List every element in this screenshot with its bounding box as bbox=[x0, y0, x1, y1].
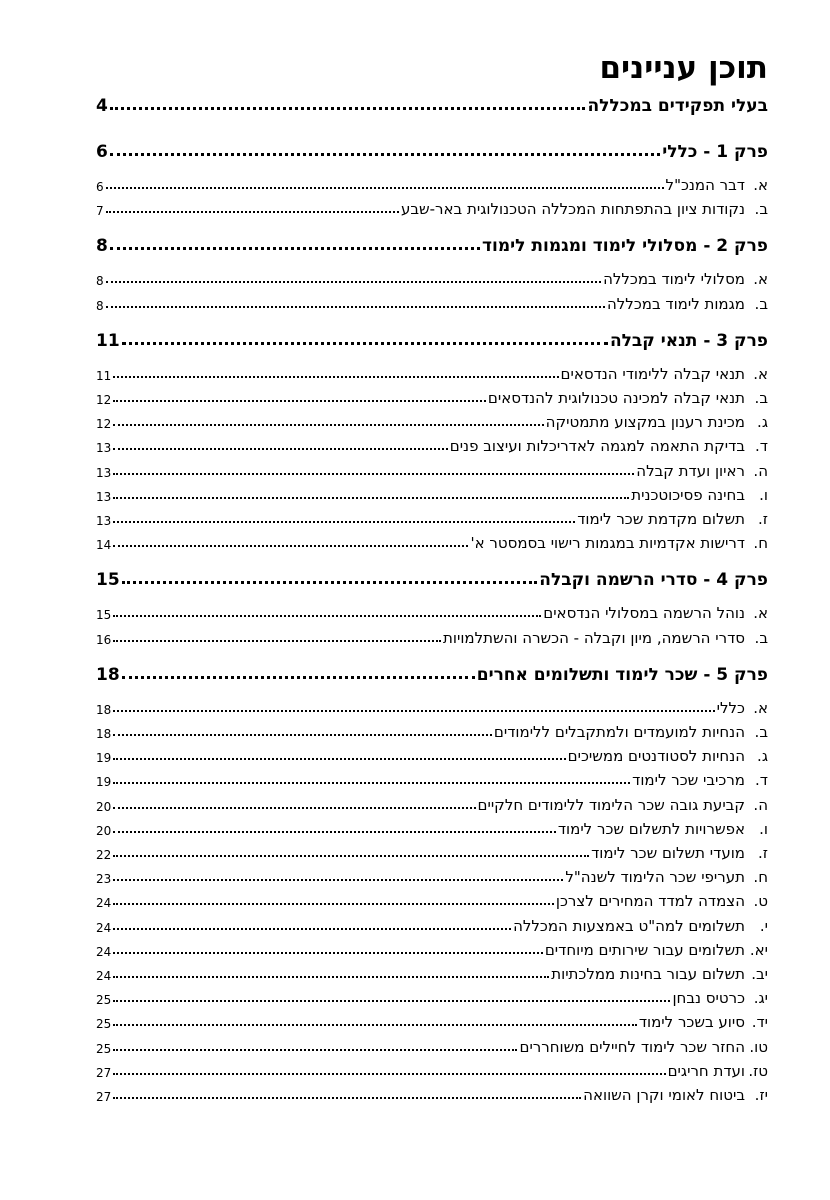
toc-entry-number: ד. bbox=[755, 437, 768, 456]
toc-page-number: 14 bbox=[96, 538, 112, 553]
toc-entry-number: יב. bbox=[751, 965, 768, 983]
toc-section-entry[interactable] bbox=[96, 482, 768, 504]
dot-leader bbox=[113, 1048, 517, 1051]
toc-entry-title: מסלולי לימוד במכללה bbox=[603, 270, 745, 289]
toc-entry-number: ב. bbox=[754, 628, 768, 647]
toc-entry-number: א. bbox=[753, 364, 768, 383]
toc-entry-title: תשלום עבור בחינות ממלכתיות bbox=[551, 965, 745, 983]
dot-leader bbox=[113, 902, 554, 905]
toc-section-entry[interactable] bbox=[96, 506, 768, 528]
toc-entry-title: כרטיס נבחן bbox=[672, 989, 745, 1008]
page-title: תוכן עניינים bbox=[599, 50, 768, 86]
toc-section-entry[interactable] bbox=[96, 1058, 768, 1080]
toc-section-entry[interactable] bbox=[96, 864, 768, 886]
toc-entry-number: טז. bbox=[748, 1061, 768, 1080]
dot-leader bbox=[122, 341, 608, 345]
toc-section-entry[interactable] bbox=[96, 888, 768, 910]
toc-page-number: 7 bbox=[96, 204, 104, 219]
toc-entry-number: ו. bbox=[759, 819, 768, 838]
toc-entry-title: פרק 4 - סדרי הרשמה וקבלה bbox=[539, 570, 768, 591]
toc-section-entry[interactable] bbox=[96, 530, 768, 552]
toc-entry-title: בעלי תפקידים במכללה bbox=[587, 96, 768, 116]
toc-entry-number: טו. bbox=[749, 1037, 768, 1056]
toc-entry-title: ועדת חריגים bbox=[667, 1061, 745, 1080]
toc-entry-number: ב. bbox=[754, 389, 768, 407]
toc-section-entry[interactable] bbox=[96, 719, 768, 741]
toc-page-number: 13 bbox=[96, 465, 112, 480]
toc-entry-number: ז. bbox=[758, 510, 768, 528]
toc-entry-number: א. bbox=[753, 604, 768, 623]
toc-page-number: 18 bbox=[96, 664, 120, 685]
toc-entry-title: נוהל הרשמה במסלולי הנדסאים bbox=[543, 604, 745, 623]
toc-entry-title: הצמדה למדד המחירים לצרכן bbox=[555, 892, 745, 911]
toc-page-number: 8 bbox=[96, 236, 108, 257]
toc-section-entry[interactable] bbox=[96, 1009, 768, 1031]
dot-leader bbox=[113, 975, 549, 978]
toc-entry-number: ט. bbox=[753, 892, 768, 911]
toc-entry-number: י. bbox=[759, 916, 768, 935]
toc-entry-title: מגמות לימוד במכללה bbox=[606, 294, 745, 313]
toc-page-number: 24 bbox=[96, 896, 112, 911]
dot-leader bbox=[113, 447, 447, 450]
toc-section-entry[interactable] bbox=[96, 1034, 768, 1056]
toc-section-entry[interactable] bbox=[96, 937, 768, 959]
toc-section-entry[interactable] bbox=[96, 840, 768, 862]
toc-entry-title: תנאי קבלה ללימודי הנדסאים bbox=[560, 364, 745, 383]
toc-page-number: 19 bbox=[96, 775, 112, 790]
dot-leader bbox=[113, 496, 629, 499]
toc-section-entry[interactable] bbox=[96, 385, 768, 407]
toc-entry-number: ב. bbox=[754, 294, 768, 313]
toc-entry-number: א. bbox=[753, 176, 768, 194]
toc-entry-number: ב. bbox=[754, 200, 768, 219]
dot-leader bbox=[106, 280, 601, 283]
toc-page-number: 22 bbox=[96, 848, 112, 862]
dot-leader bbox=[113, 639, 441, 642]
dot-leader bbox=[113, 733, 492, 736]
toc-entry-title: פרק 1 - כללי bbox=[662, 142, 768, 162]
toc-page-number: 25 bbox=[96, 1041, 112, 1056]
toc-page-number: 12 bbox=[96, 417, 112, 432]
toc-entry-number: ז. bbox=[758, 844, 768, 862]
toc-section-entry[interactable] bbox=[96, 767, 768, 789]
dot-leader bbox=[113, 806, 475, 809]
toc-entry-number: יא. bbox=[749, 940, 768, 959]
toc-entry-title: פרק 2 - מסלולי לימוד ומגמות לימוד bbox=[482, 236, 768, 257]
toc-chapter-entry[interactable] bbox=[96, 566, 768, 590]
toc-page-number: 13 bbox=[96, 489, 112, 504]
toc-entry-title: מועדי תשלום שכר לימוד bbox=[591, 844, 745, 862]
toc-entry-title: בדיקת התאמה למגמה לאדריכלות ועיצוב פנים bbox=[449, 437, 745, 456]
dot-leader bbox=[113, 472, 634, 475]
toc-chapter-entry[interactable] bbox=[96, 138, 768, 162]
toc-section-entry[interactable] bbox=[96, 1082, 768, 1104]
toc-entry-number: ב. bbox=[754, 723, 768, 741]
dot-leader bbox=[113, 854, 589, 857]
toc-page-number: 6 bbox=[96, 180, 104, 194]
dot-leader bbox=[113, 709, 714, 712]
toc-page-number: 27 bbox=[96, 1090, 112, 1104]
toc-entry-number: ג. bbox=[757, 413, 768, 432]
dot-leader bbox=[113, 927, 511, 930]
toc-entry-title: נקודות ציון בהתפתחות המכללה הטכנולוגית באר-שבע bbox=[400, 200, 745, 219]
toc-page-number: 18 bbox=[96, 702, 112, 717]
toc-entry-number: יז. bbox=[754, 1086, 768, 1104]
toc-entry-number: ח. bbox=[753, 534, 768, 553]
dot-leader bbox=[113, 1096, 581, 1099]
toc-page-number: 8 bbox=[96, 274, 104, 289]
toc-page-number: 13 bbox=[96, 441, 112, 456]
toc-section-entry[interactable] bbox=[96, 600, 768, 622]
toc-entry-title: אפשרויות לתשלום שכר לימוד bbox=[557, 819, 745, 838]
toc-entry-title: בחינה פסיכוטכנית bbox=[631, 485, 745, 504]
toc-section-entry[interactable] bbox=[96, 913, 768, 935]
toc-section-entry[interactable] bbox=[96, 792, 768, 814]
toc-page-number: 16 bbox=[96, 632, 112, 647]
toc-entry-title: תנאי קבלה למכינה טכנולוגית להנדסאים bbox=[487, 389, 745, 407]
toc-section-entry[interactable] bbox=[96, 743, 768, 765]
dot-leader bbox=[110, 246, 480, 250]
dot-leader bbox=[106, 186, 664, 189]
toc-entry-number: ד. bbox=[755, 771, 768, 790]
dot-leader bbox=[113, 544, 468, 547]
dot-leader bbox=[113, 520, 575, 523]
dot-leader bbox=[113, 830, 556, 833]
dot-leader bbox=[122, 580, 538, 584]
toc-page-number: 6 bbox=[96, 142, 108, 162]
toc-entry-number: ו. bbox=[759, 485, 768, 504]
toc-entry-title: תשלום מקדמת שכר לימוד bbox=[577, 510, 745, 528]
toc-entry-number: יד. bbox=[751, 1013, 768, 1032]
toc-entry-title: הנחיות למועמדים ולמתקבלים ללימודים bbox=[493, 723, 745, 741]
toc-entry-number: ה. bbox=[753, 461, 768, 480]
toc-entry-title: ביטוח לאומי וקרן השוואה bbox=[583, 1086, 745, 1104]
toc-entry-title: מכינת רענון במקצוע מתמטיקה bbox=[545, 413, 745, 432]
dot-leader bbox=[110, 106, 586, 110]
toc-page-number: 11 bbox=[96, 330, 120, 351]
toc-entry-number: א. bbox=[753, 270, 768, 289]
toc-chapter-entry[interactable] bbox=[96, 661, 768, 685]
toc-page-number: 15 bbox=[96, 570, 120, 591]
dot-leader bbox=[113, 1072, 665, 1075]
toc-section-entry[interactable] bbox=[96, 433, 768, 455]
toc-entry-number: ה. bbox=[753, 795, 768, 814]
dot-leader bbox=[113, 999, 670, 1002]
dot-leader bbox=[113, 614, 541, 617]
toc-section-entry[interactable] bbox=[96, 291, 768, 313]
toc-section-entry[interactable] bbox=[96, 409, 768, 431]
toc-page-number: 11 bbox=[96, 368, 112, 383]
dot-leader bbox=[113, 951, 543, 954]
toc-entry-title: הנחיות לסטודנטים ממשיכים bbox=[567, 747, 745, 766]
toc-page-number: 27 bbox=[96, 1065, 112, 1080]
toc-entry-title: תשלומים למה"ט באמצעות המכללה bbox=[513, 916, 745, 935]
toc-section-entry[interactable] bbox=[96, 458, 768, 480]
toc-page-number: 18 bbox=[96, 727, 112, 741]
toc-entry-title: סיוע בשכר לימוד bbox=[638, 1013, 745, 1032]
toc-page-number: 20 bbox=[96, 823, 112, 838]
dot-leader bbox=[113, 878, 563, 881]
toc-entry-title: פרק 3 - תנאי קבלה bbox=[609, 330, 768, 351]
toc-page-number: 12 bbox=[96, 393, 112, 407]
toc-section-entry[interactable] bbox=[96, 625, 768, 647]
dot-leader bbox=[106, 210, 399, 213]
toc-page-number: 8 bbox=[96, 298, 104, 313]
dot-leader bbox=[113, 757, 565, 760]
toc-section-entry[interactable] bbox=[96, 361, 768, 383]
toc-entry-title: כללי bbox=[716, 698, 745, 717]
dot-leader bbox=[113, 375, 558, 378]
toc-section-entry[interactable] bbox=[96, 695, 768, 717]
toc-entry-number: ג. bbox=[757, 747, 768, 766]
toc-entry-title: קביעת גובה שכר הלימוד ללימודים חלקיים bbox=[477, 795, 745, 814]
toc-page-number: 19 bbox=[96, 751, 112, 766]
toc-entry-title: פרק 5 - שכר לימוד ותשלומים אחרים bbox=[476, 664, 768, 685]
toc-page-number: 4 bbox=[96, 96, 108, 116]
toc-page-number: 25 bbox=[96, 993, 112, 1008]
toc-page-number: 24 bbox=[96, 944, 112, 959]
dot-leader bbox=[113, 781, 630, 784]
toc-page-number: 20 bbox=[96, 799, 112, 814]
dot-leader bbox=[113, 1023, 637, 1026]
toc-page-number: 24 bbox=[96, 920, 112, 935]
toc-section-entry[interactable] bbox=[96, 196, 768, 218]
toc-page-number: 13 bbox=[96, 514, 112, 528]
dot-leader bbox=[122, 675, 475, 679]
toc-entry-title: סדרי הרשמה, מיון וקבלה - הכשרה והשתלמויות bbox=[443, 628, 745, 647]
toc-page-number: 24 bbox=[96, 969, 112, 983]
dot-leader bbox=[110, 152, 660, 156]
toc-section-entry[interactable] bbox=[96, 985, 768, 1007]
toc-entry-title: דרישות אקדמיות במגמות רישוי בסמסטר א' bbox=[470, 534, 745, 553]
toc-entry-number: א. bbox=[753, 698, 768, 717]
toc-entry-title: תשלומים עבור שירותים מיוחדים bbox=[544, 940, 745, 959]
toc-page-number: 25 bbox=[96, 1017, 112, 1032]
dot-leader bbox=[106, 305, 605, 308]
toc-section-entry[interactable] bbox=[96, 816, 768, 838]
toc-chapter-entry[interactable] bbox=[96, 92, 768, 116]
toc-section-entry[interactable] bbox=[96, 266, 768, 288]
dot-leader bbox=[113, 399, 486, 402]
toc-entry-title: החזר שכר לימוד לחיילים משוחררים bbox=[519, 1037, 745, 1056]
toc-section-entry[interactable] bbox=[96, 961, 768, 983]
toc-page-number: 15 bbox=[96, 608, 112, 623]
toc-section-entry[interactable] bbox=[96, 172, 768, 194]
toc-page-number: 23 bbox=[96, 872, 112, 887]
toc-chapter-entry[interactable] bbox=[96, 327, 768, 351]
toc-entry-title: מרכיבי שכר לימוד bbox=[632, 771, 745, 790]
toc-entry-title: תעריפי שכר הלימוד לשנה"ל bbox=[565, 868, 745, 887]
toc-entry-title: דבר המנכ"ל bbox=[665, 176, 745, 194]
toc-chapter-entry[interactable] bbox=[96, 232, 768, 256]
toc-entry-number: יג. bbox=[753, 989, 768, 1008]
toc-entry-title: ראיון ועדת קבלה bbox=[636, 461, 745, 480]
toc-entry-number: ח. bbox=[753, 868, 768, 887]
dot-leader bbox=[113, 423, 543, 426]
